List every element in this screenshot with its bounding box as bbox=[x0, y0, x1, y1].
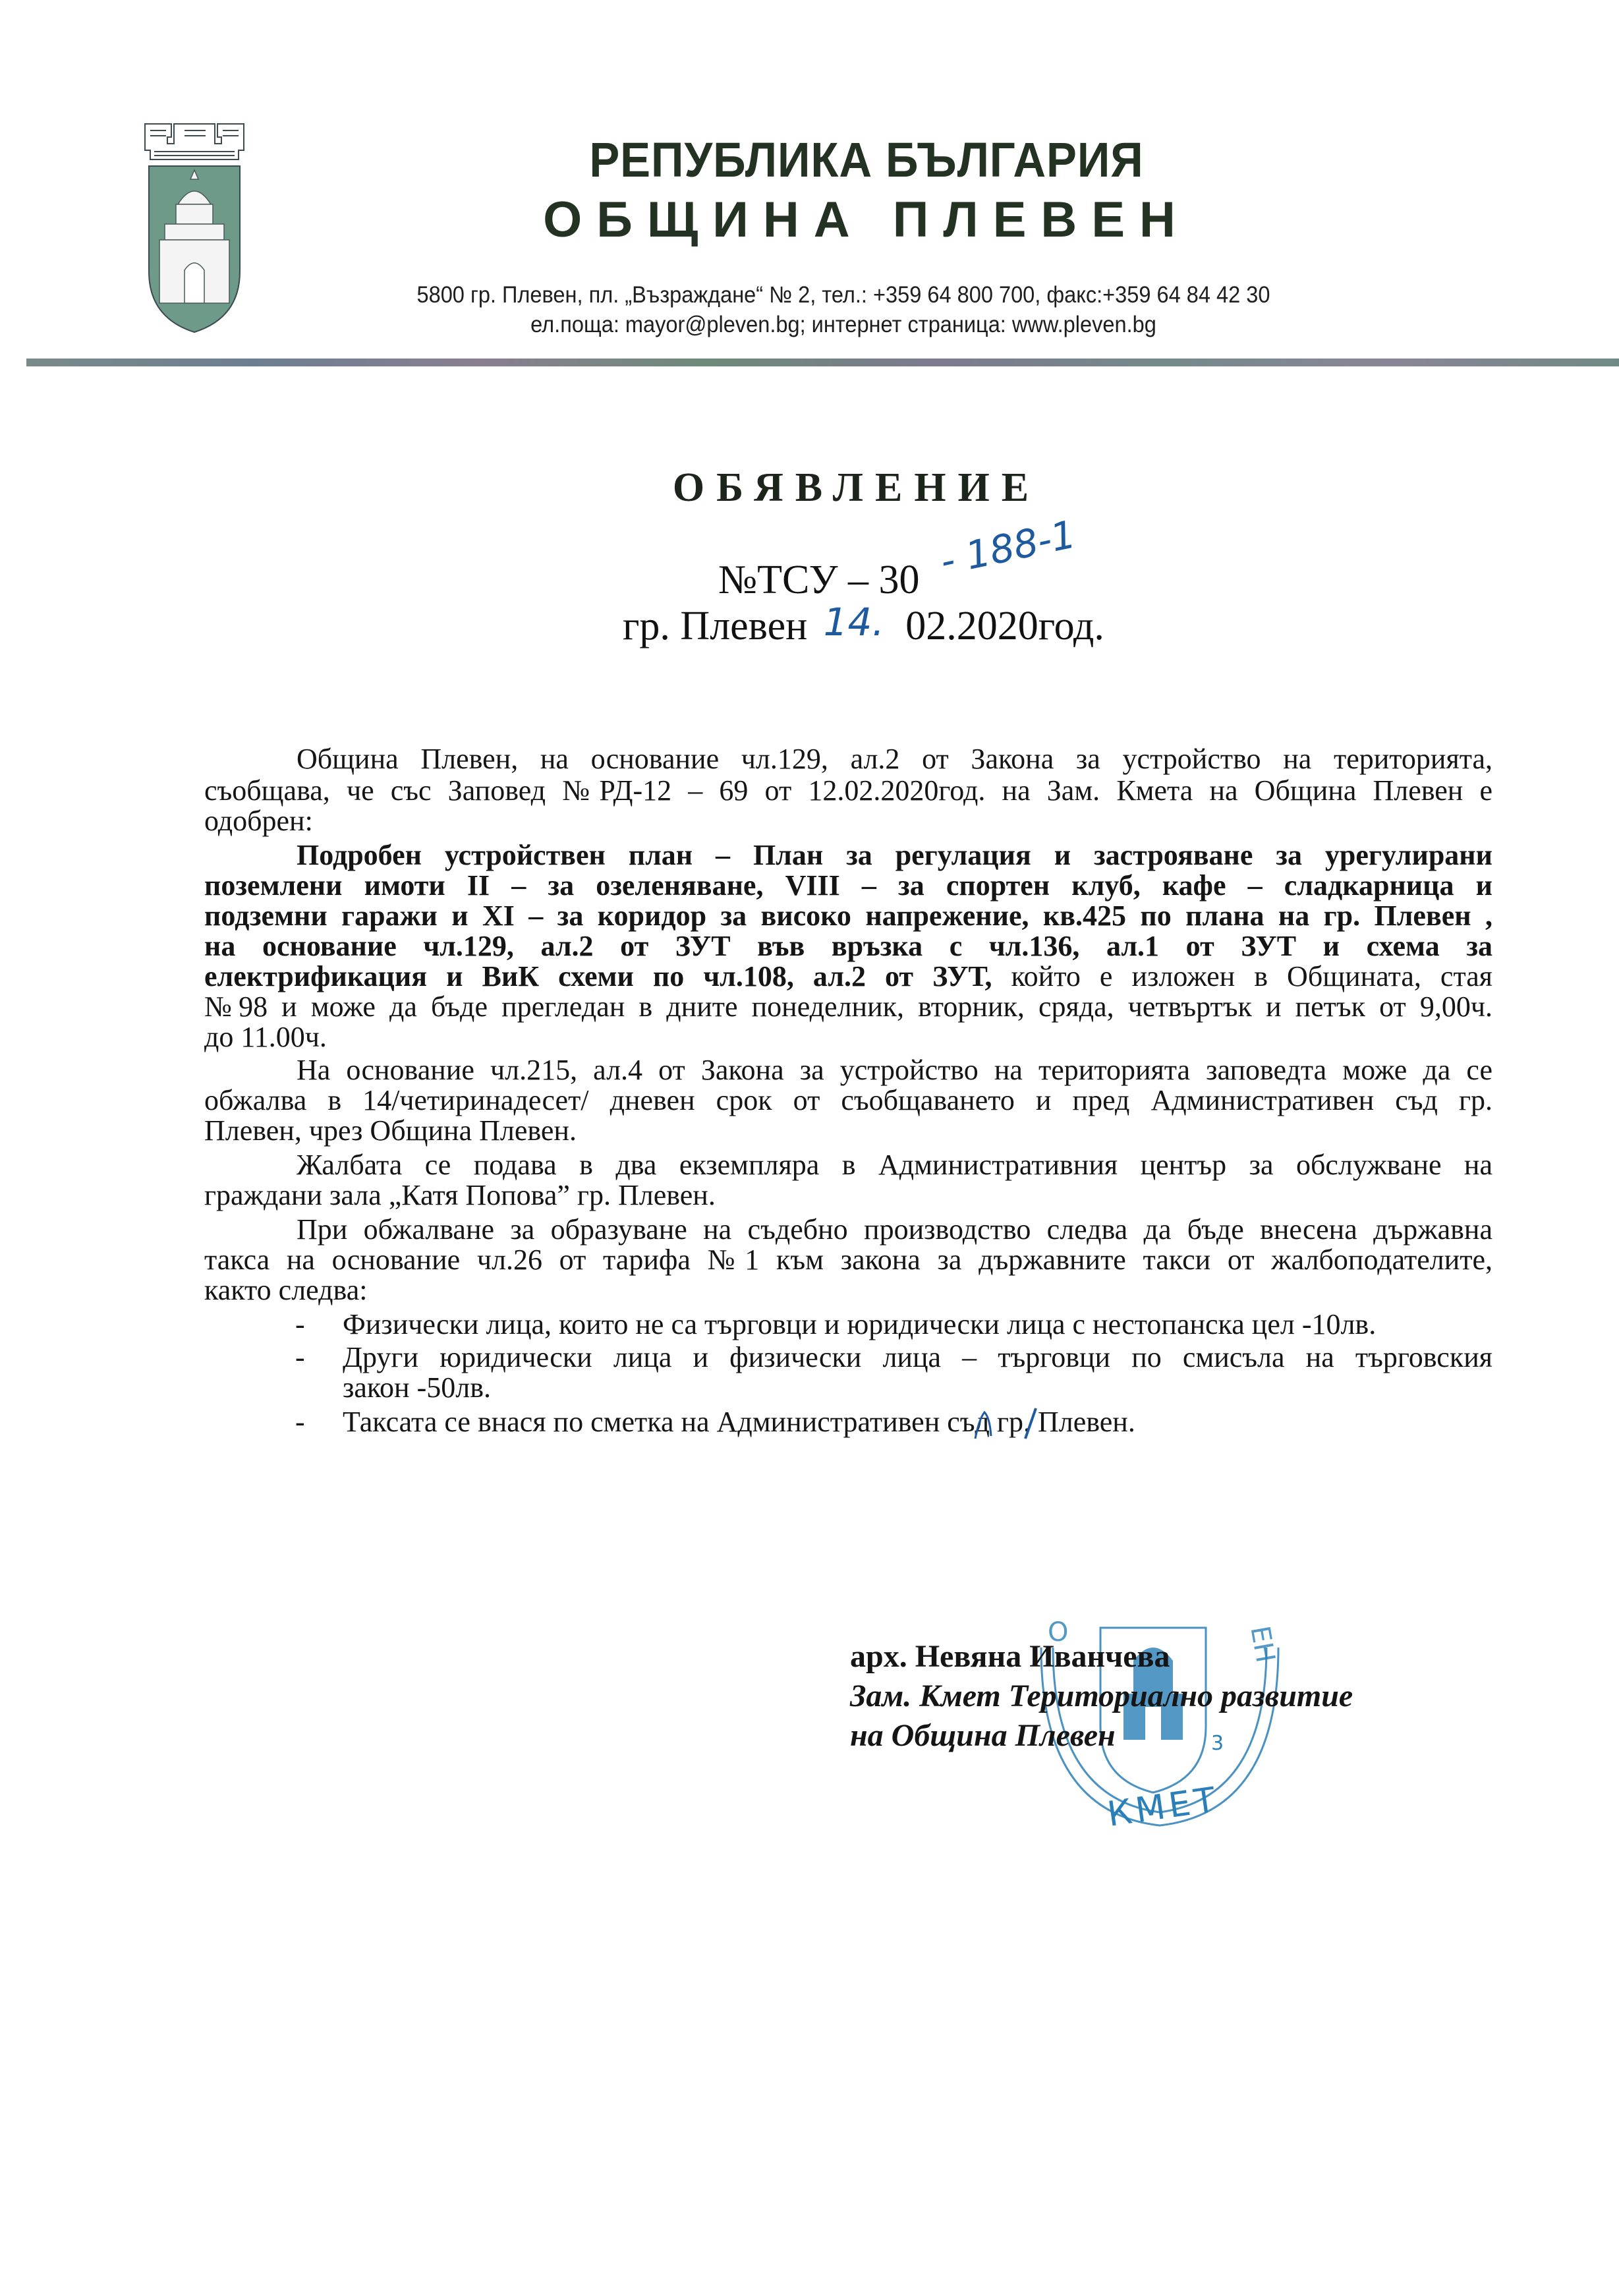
paragraph-line: На основание чл.215, ал.4 от Закона за устройство на територията заповедта може да се bbox=[297, 1054, 1492, 1086]
coat-of-arms-icon bbox=[140, 119, 248, 336]
list-item: Други юридически лица и физически лица – търговци по смисъла на търговския bbox=[343, 1341, 1492, 1373]
handwritten-mark-icon bbox=[962, 1402, 1041, 1442]
stamp-number: 3 bbox=[1211, 1732, 1224, 1755]
notice-title: ОБЯВЛЕНИЕ bbox=[672, 465, 1041, 510]
paragraph-line: При обжалване за образуване на съдебно производство следва да бъде внесена държавна bbox=[297, 1213, 1492, 1246]
handwritten-number: - 188-1 bbox=[936, 511, 1080, 584]
paragraph-line: граждани зала „Катя Попова” гр. Плевен. bbox=[204, 1179, 716, 1211]
municipality-title: ОБЩИНА ПЛЕВЕН bbox=[543, 192, 1190, 248]
paragraph-line: на основание чл.129, ал.2 от ЗУТ във връзка с чл.136, ал.1 от ЗУТ и схема за bbox=[204, 930, 1492, 962]
paragraph-line: Жалбата се подава в два екземпляра в Административния център за обслужване на bbox=[297, 1149, 1492, 1181]
list-item-continuation: закон -50лв. bbox=[343, 1371, 491, 1404]
list-bullet: - bbox=[295, 1406, 305, 1438]
regular-segment: който е изложен в Общината, стая bbox=[992, 960, 1492, 992]
paragraph-line: такса на основание чл.26 от тарифа №1 към закона за държавните такси от жалбоподателите, bbox=[204, 1244, 1492, 1276]
paragraph-line: подземни гаражи и XI – за коридор за високо напрежение, кв.425 по плана на гр. Плевен , bbox=[204, 900, 1492, 932]
paragraph-line: Подробен устройствен план – План за регулация и застрояване за урегулирани bbox=[297, 839, 1492, 871]
list-bullet: - bbox=[295, 1308, 305, 1340]
list-bullet: - bbox=[295, 1341, 305, 1373]
bold-segment: електрификация и ВиК схеми по чл.108, ал.2 от ЗУТ, bbox=[204, 960, 992, 992]
notice-month-year: 02.2020год. bbox=[905, 604, 1104, 648]
notice-date bbox=[623, 600, 1104, 650]
paragraph-line: до 11.00ч. bbox=[204, 1021, 327, 1053]
signatory-name: арх. Невяна Иванчева bbox=[850, 1639, 1170, 1674]
paragraph-line: Община Плевен, на основание чл.129, ал.2 от Закона за устройство на територията, bbox=[297, 743, 1492, 775]
signatory-position: Зам. Кмет Териториално развитие bbox=[850, 1679, 1353, 1713]
signatory-organization: на Община Плевен bbox=[850, 1718, 1116, 1753]
paragraph-line: №98 и може да бъде прегледан в дните понеделник, вторник, сряда, четвъртък и петък от 9,00ч. bbox=[204, 990, 1492, 1023]
paragraph-line: поземлени имоти II – за озеленяване, VIII – за спортен клуб, кафе – сладкарница и bbox=[204, 869, 1492, 902]
list-item: Таксата се внася по сметка на Административен съд гр. Плевен. bbox=[343, 1406, 1135, 1438]
paragraph-line bbox=[204, 961, 1492, 992]
list-item: Физически лица, които не са търговци и юридически лица с нестопанска цел -10лв. bbox=[343, 1308, 1377, 1340]
country-title: РЕПУБЛИКА БЪЛГАРИЯ bbox=[589, 132, 1144, 187]
paragraph-line: съобщава, че със Заповед №РД-12 – 69 от 12.02.2020год. на Зам. Кмета на Община Плевен е bbox=[204, 774, 1492, 807]
paragraph-line: Плевен, чрез Община Плевен. bbox=[204, 1114, 577, 1147]
svg-text:О: О bbox=[1048, 1617, 1069, 1648]
header-divider bbox=[26, 359, 1619, 366]
notice-number: №ТСУ – 30 bbox=[718, 558, 920, 602]
contact-line: ел.поща: mayor@pleven.bg; интернет страница: www.pleven.bg bbox=[530, 312, 1156, 337]
svg-text:ЕН: ЕН bbox=[1244, 1623, 1281, 1665]
paragraph-line: обжалва в 14/четиринадесет/ дневен срок от съобщаването и пред Административен съд гр. bbox=[204, 1084, 1492, 1116]
paragraph-line: както следва: bbox=[204, 1274, 368, 1306]
address-line: 5800 гр. Плевен, пл. „Възраждане“ № 2, тел.: +359 64 800 700, факс:+359 64 84 42 30 bbox=[416, 282, 1270, 308]
stamp-label: КМЕТ bbox=[1105, 1779, 1222, 1835]
paragraph-line: одобрен: bbox=[204, 805, 313, 837]
notice-city: гр. Плевен bbox=[623, 604, 808, 648]
handwritten-day: 14. bbox=[823, 600, 884, 645]
